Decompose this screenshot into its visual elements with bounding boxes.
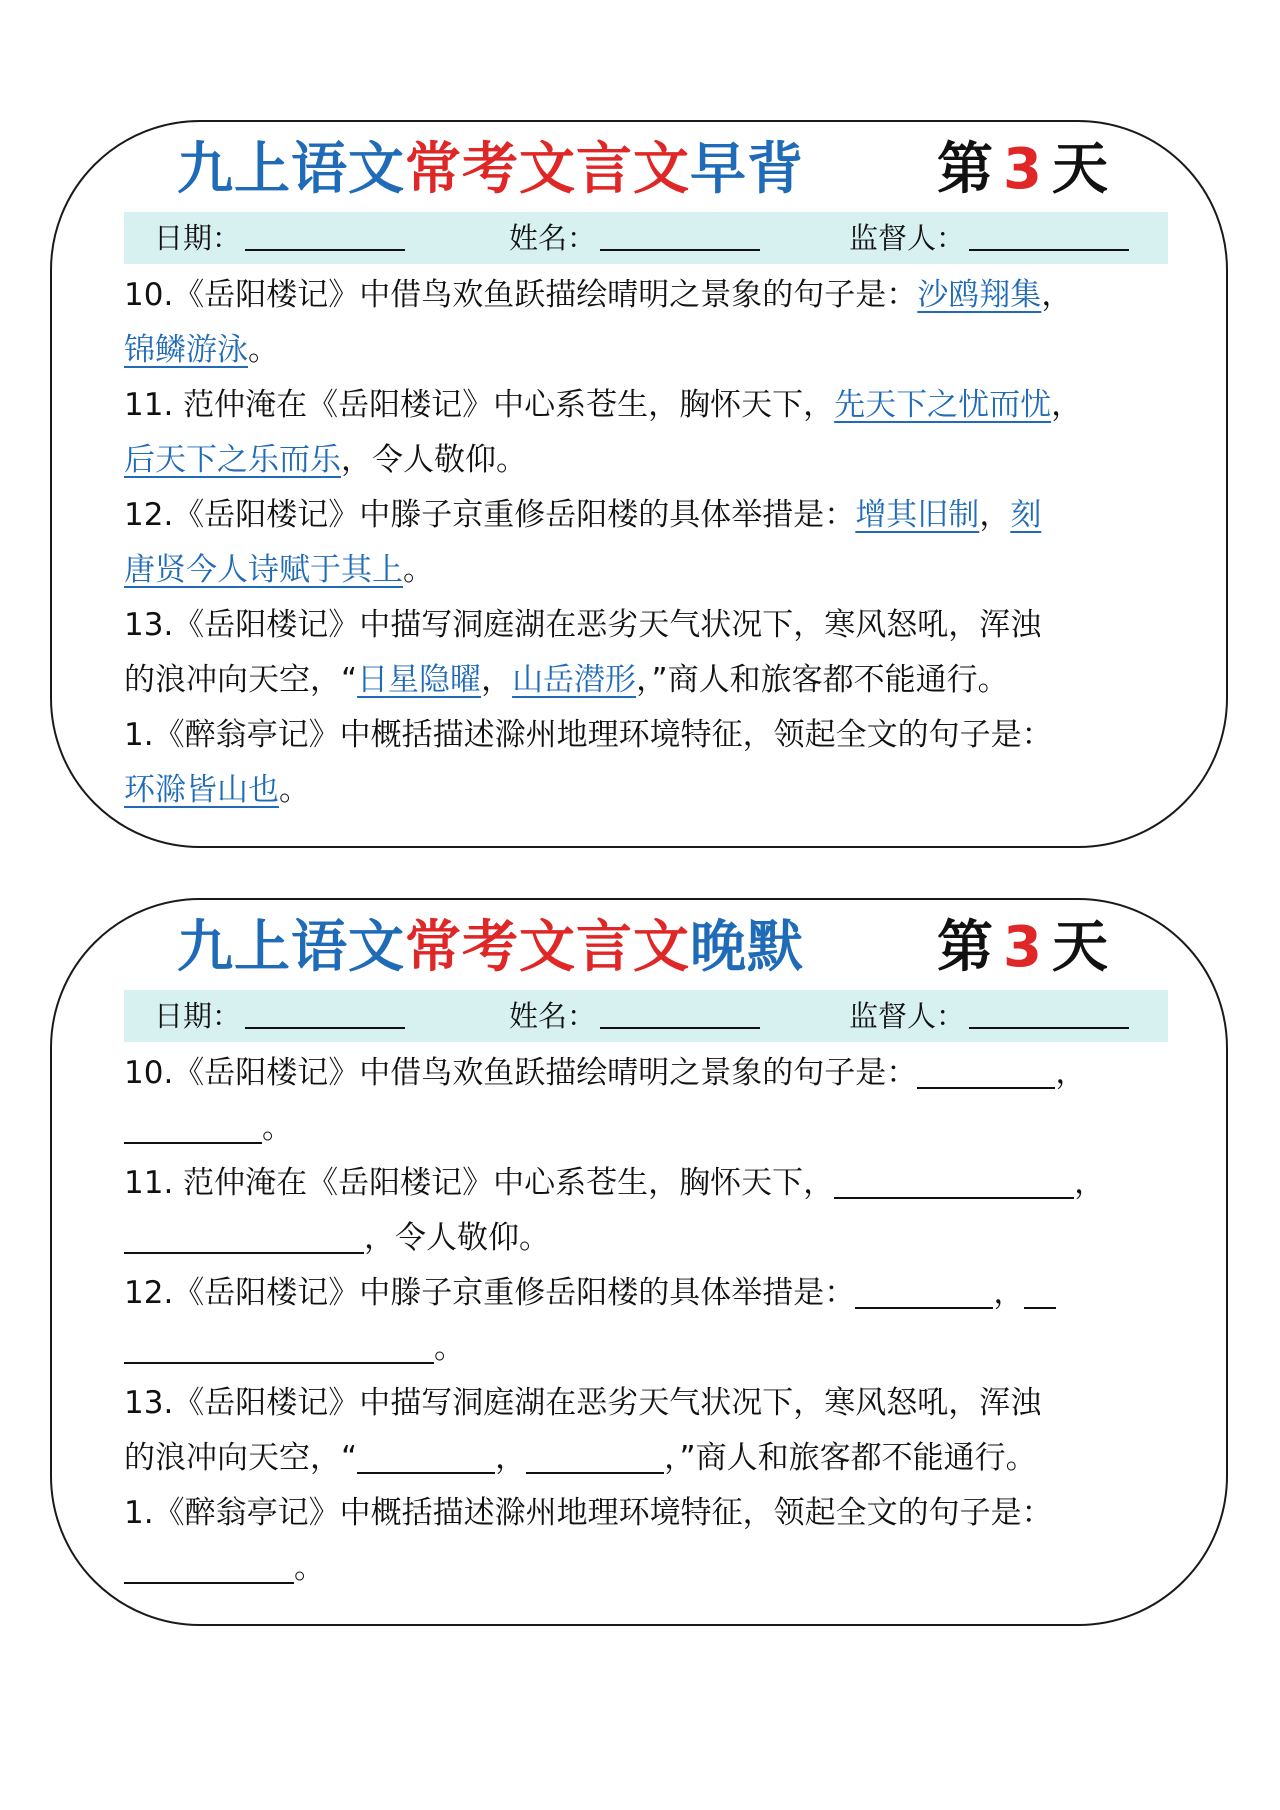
date-label: 日期： (154, 221, 242, 255)
morning-recitation-card (50, 120, 1228, 848)
question-12 (124, 488, 1172, 543)
question-10 (124, 1046, 1172, 1101)
day-number: 3 (1003, 137, 1042, 202)
supervisor-blank[interactable] (969, 229, 1129, 251)
answer: 唐贤今人诗赋于其上 (124, 552, 403, 588)
punct: 。 (294, 1550, 325, 1586)
day-number: 3 (1003, 915, 1042, 980)
question-text: 11. 范仲淹在《岳阳楼记》中心系苍生，胸怀天下， (124, 387, 835, 423)
question-text: 13.《岳阳楼记》中描写洞庭湖在恶劣天气状况下，寒风怒吼，浑浊 (124, 607, 1042, 643)
question-text: 10.《岳阳楼记》中借鸟欢鱼跃描绘晴明之景象的句子是： (124, 1055, 918, 1091)
question-text: 的浪冲向天空，“ (124, 662, 358, 698)
punct: ， (979, 497, 1011, 533)
question-10-cont (124, 1101, 1172, 1156)
title-topic: 常考文言文 (405, 137, 690, 202)
title-session: 早背 (690, 137, 804, 202)
date-blank[interactable] (245, 1007, 405, 1029)
answer: 刻 (1010, 497, 1042, 533)
day-suffix: 天 (1051, 915, 1108, 980)
question-text: 的浪冲向天空，“ (124, 1440, 358, 1476)
day-prefix: 第 (937, 915, 993, 980)
question-list (124, 268, 1172, 818)
answer: 增其旧制 (855, 497, 980, 533)
supervisor-field[interactable] (849, 212, 1129, 264)
date-field[interactable] (154, 990, 405, 1042)
answer-blank[interactable] (124, 1336, 434, 1364)
answer: 沙鸥翔集 (917, 277, 1042, 313)
question-1-cont (124, 1541, 1172, 1596)
title-session: 晚默 (690, 915, 804, 980)
answer: 后天下之乐而乐 (124, 442, 341, 478)
name-field[interactable] (509, 212, 760, 264)
answer-blank[interactable] (124, 1226, 364, 1254)
question-text: 1.《醉翁亭记》中概括描述滁州地理环境特征，领起全文的句子是： (124, 1495, 1053, 1531)
day-suffix: 天 (1051, 137, 1108, 202)
name-field[interactable] (509, 990, 760, 1042)
date-field[interactable] (154, 212, 405, 264)
question-10 (124, 268, 1172, 323)
question-text: 1.《醉翁亭记》中概括描述滁州地理环境特征，领起全文的句子是： (124, 717, 1053, 753)
answer-blank[interactable] (917, 1061, 1055, 1089)
question-1 (124, 1486, 1172, 1541)
question-11-cont (124, 1211, 1172, 1266)
question-1-cont (124, 763, 1172, 818)
question-11-cont (124, 433, 1172, 488)
answer: 先天下之忧而忧 (834, 387, 1052, 423)
answer-blank[interactable] (1024, 1281, 1056, 1309)
info-bar (124, 212, 1168, 264)
title-topic: 常考文言文 (405, 915, 690, 980)
answer-blank[interactable] (124, 1556, 294, 1584)
name-label: 姓名： (509, 221, 597, 255)
answer: 日星隐曜 (357, 662, 482, 698)
punct: 。 (262, 1110, 293, 1146)
punct: ， (1055, 1055, 1087, 1091)
title-subject: 九上语文 (177, 915, 405, 980)
question-10-cont (124, 323, 1172, 378)
day-counter (937, 136, 1108, 203)
question-13 (124, 598, 1172, 653)
question-13-cont (124, 653, 1172, 708)
punct: ， (1074, 1165, 1106, 1201)
question-11 (124, 378, 1172, 433)
question-text: 13.《岳阳楼记》中描写洞庭湖在恶劣天气状况下，寒风怒吼，浑浊 (124, 1385, 1042, 1421)
supervisor-field[interactable] (849, 990, 1129, 1042)
question-12 (124, 1266, 1172, 1321)
question-text: ，”商人和旅客都不能通行。 (664, 1440, 1037, 1476)
info-bar (124, 990, 1168, 1042)
answer-blank[interactable] (526, 1446, 664, 1474)
supervisor-label: 监督人： (849, 221, 966, 255)
name-label: 姓名： (509, 999, 597, 1033)
answer: 锦鳞游泳 (124, 332, 248, 368)
supervisor-blank[interactable] (969, 1007, 1129, 1029)
punct: 。 (279, 772, 310, 808)
question-text: 12.《岳阳楼记》中滕子京重修岳阳楼的具体举措是： (124, 1275, 856, 1311)
question-12-cont (124, 543, 1172, 598)
answer: 山岳潜形 (512, 662, 637, 698)
punct: ， (481, 662, 513, 698)
evening-dictation-card (50, 898, 1228, 1626)
question-text: 11. 范仲淹在《岳阳楼记》中心系苍生，胸怀天下， (124, 1165, 835, 1201)
answer-blank[interactable] (855, 1281, 993, 1309)
punct: ， (1051, 387, 1083, 423)
question-text: 12.《岳阳楼记》中滕子京重修岳阳楼的具体举措是： (124, 497, 856, 533)
morning-title (177, 136, 804, 203)
answer-blank[interactable] (834, 1171, 1074, 1199)
day-counter (937, 914, 1108, 981)
punct: ， (1041, 277, 1073, 313)
question-13 (124, 1376, 1172, 1431)
date-blank[interactable] (245, 229, 405, 251)
date-label: 日期： (154, 999, 242, 1033)
question-1 (124, 708, 1172, 763)
evening-title (177, 914, 804, 981)
question-text: ，令人敬仰。 (364, 1220, 550, 1256)
day-prefix: 第 (937, 137, 993, 202)
name-blank[interactable] (600, 229, 760, 251)
question-13-cont (124, 1431, 1172, 1486)
name-blank[interactable] (600, 1007, 760, 1029)
question-text: 10.《岳阳楼记》中借鸟欢鱼跃描绘晴明之景象的句子是： (124, 277, 918, 313)
punct: 。 (434, 1330, 465, 1366)
supervisor-label: 监督人： (849, 999, 966, 1033)
punct: ， (495, 1440, 527, 1476)
question-text: ，令人敬仰。 (341, 442, 527, 478)
answer-blank[interactable] (357, 1446, 495, 1474)
title-subject: 九上语文 (177, 137, 405, 202)
question-12-cont (124, 1321, 1172, 1376)
punct: 。 (403, 552, 434, 588)
answer-blank[interactable] (124, 1116, 262, 1144)
punct: 。 (248, 332, 279, 368)
question-11 (124, 1156, 1172, 1211)
question-text: ，”商人和旅客都不能通行。 (636, 662, 1009, 698)
punct: ， (993, 1275, 1025, 1311)
question-list (124, 1046, 1172, 1596)
answer: 环滁皆山也 (124, 772, 279, 808)
